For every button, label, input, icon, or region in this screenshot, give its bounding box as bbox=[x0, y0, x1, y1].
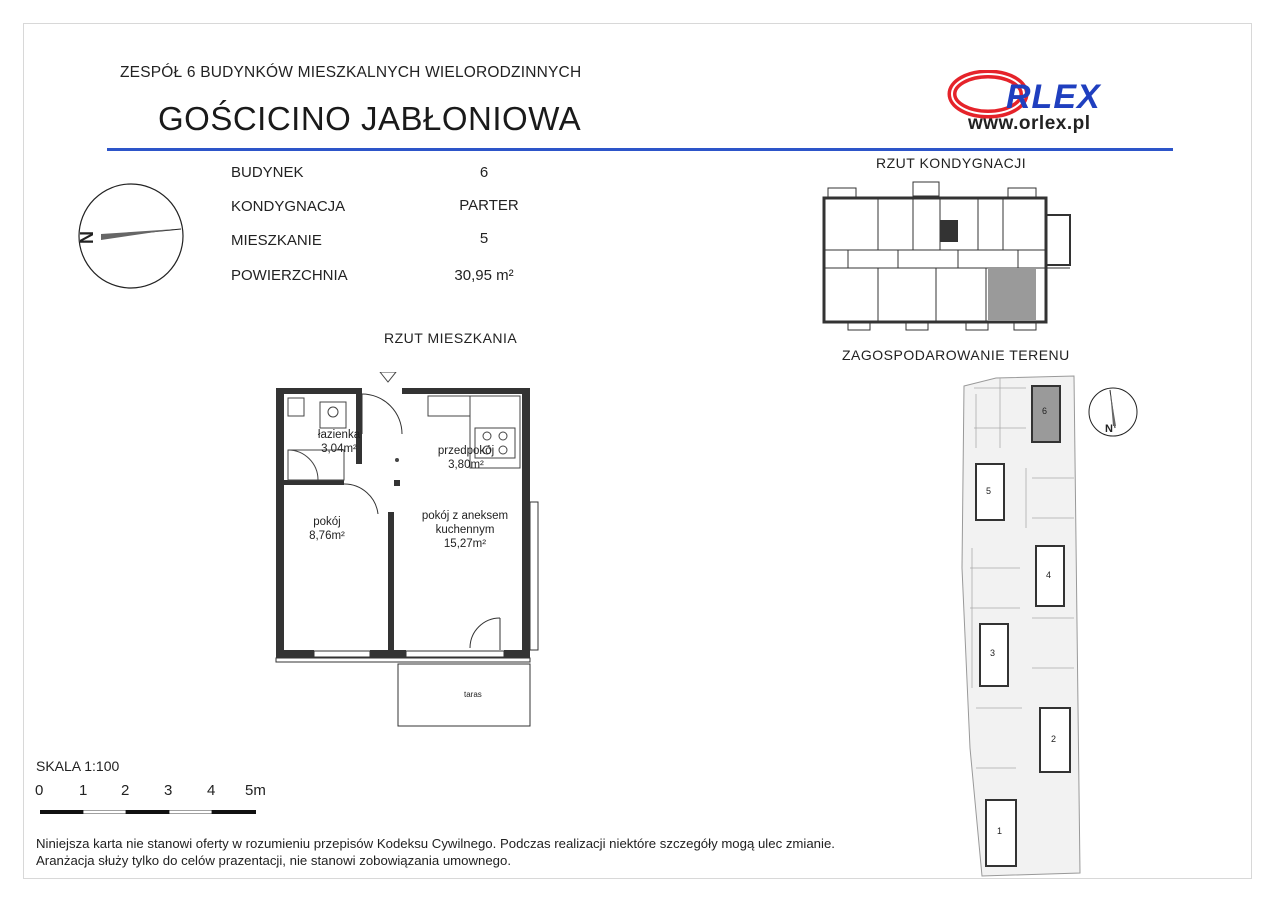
room-bedroom: pokój 8,76m² bbox=[309, 516, 345, 542]
project-title: GOŚCICINO JABŁONIOWA bbox=[158, 100, 582, 137]
room-hall: przedpokój 3,80m² bbox=[437, 445, 495, 471]
terrace-label: taras bbox=[464, 690, 482, 699]
apartment-plan bbox=[270, 372, 550, 732]
site-plan bbox=[956, 368, 1096, 880]
detail-label-area: POWIERZCHNIA bbox=[231, 267, 348, 284]
header-rule bbox=[107, 148, 1173, 151]
site-north-compass bbox=[1088, 386, 1138, 438]
room-living-kitchen: pokój z aneksem kuchennym 15,27m² bbox=[421, 510, 509, 550]
floor-plan-caption: RZUT KONDYGNACJI bbox=[876, 155, 1027, 171]
detail-label-apartment: MIESZKANIE bbox=[231, 232, 322, 249]
site-compass-letter: N bbox=[1105, 423, 1113, 435]
logo-url: www.orlex.pl bbox=[968, 113, 1091, 134]
scale-tick-1: 1 bbox=[79, 782, 88, 799]
site-building-6: 6 bbox=[1042, 406, 1048, 416]
scale-tick-4: 4 bbox=[207, 782, 216, 799]
orlex-logo bbox=[946, 70, 1176, 140]
detail-value-area: 30,95 m² bbox=[454, 267, 514, 284]
room-bathroom: łazienka 3,04m² bbox=[317, 429, 361, 455]
storey-plan bbox=[818, 180, 1074, 332]
disclaimer-line-1: Niniejsza karta nie stanowi oferty w rozumieniu przepisów Kodeksu Cywilnego. Podczas realizacji niektóre szczegóły mogą ulec zmianie. bbox=[36, 836, 835, 851]
site-plan-caption: ZAGOSPODAROWANIE TERENU bbox=[842, 347, 1070, 363]
scale-bar bbox=[40, 801, 256, 805]
project-subtitle: ZESPÓŁ 6 BUDYNKÓW MIESZKALNYCH WIELORODZINNYCH bbox=[120, 64, 582, 81]
scale-tick-0: 0 bbox=[35, 782, 44, 799]
apartment-plan-caption: RZUT MIESZKANIA bbox=[384, 330, 518, 346]
svg-text:RLEX: RLEX bbox=[1006, 78, 1101, 116]
site-building-4: 4 bbox=[1046, 570, 1052, 580]
disclaimer-line-2: Aranżacja służy tylko do celów prazentacji, nie stanowi zobowiązania umownego. bbox=[36, 853, 512, 868]
detail-label-building: BUDYNEK bbox=[231, 164, 304, 181]
site-building-2: 2 bbox=[1051, 734, 1057, 744]
site-building-5: 5 bbox=[986, 486, 992, 496]
scale-tick-5m: 5m bbox=[245, 782, 266, 799]
site-building-1: 1 bbox=[997, 826, 1003, 836]
north-compass bbox=[76, 181, 186, 291]
scale-tick-2: 2 bbox=[121, 782, 130, 799]
scale-tick-3: 3 bbox=[164, 782, 173, 799]
detail-value-apartment: 5 bbox=[479, 230, 489, 247]
compass-letter: N bbox=[77, 231, 97, 244]
site-building-3: 3 bbox=[990, 648, 996, 658]
detail-label-floor: KONDYGNACJA bbox=[231, 198, 346, 215]
scale-label: SKALA 1:100 bbox=[36, 758, 120, 774]
detail-value-building: 6 bbox=[479, 164, 489, 181]
detail-value-floor: PARTER bbox=[459, 197, 519, 214]
